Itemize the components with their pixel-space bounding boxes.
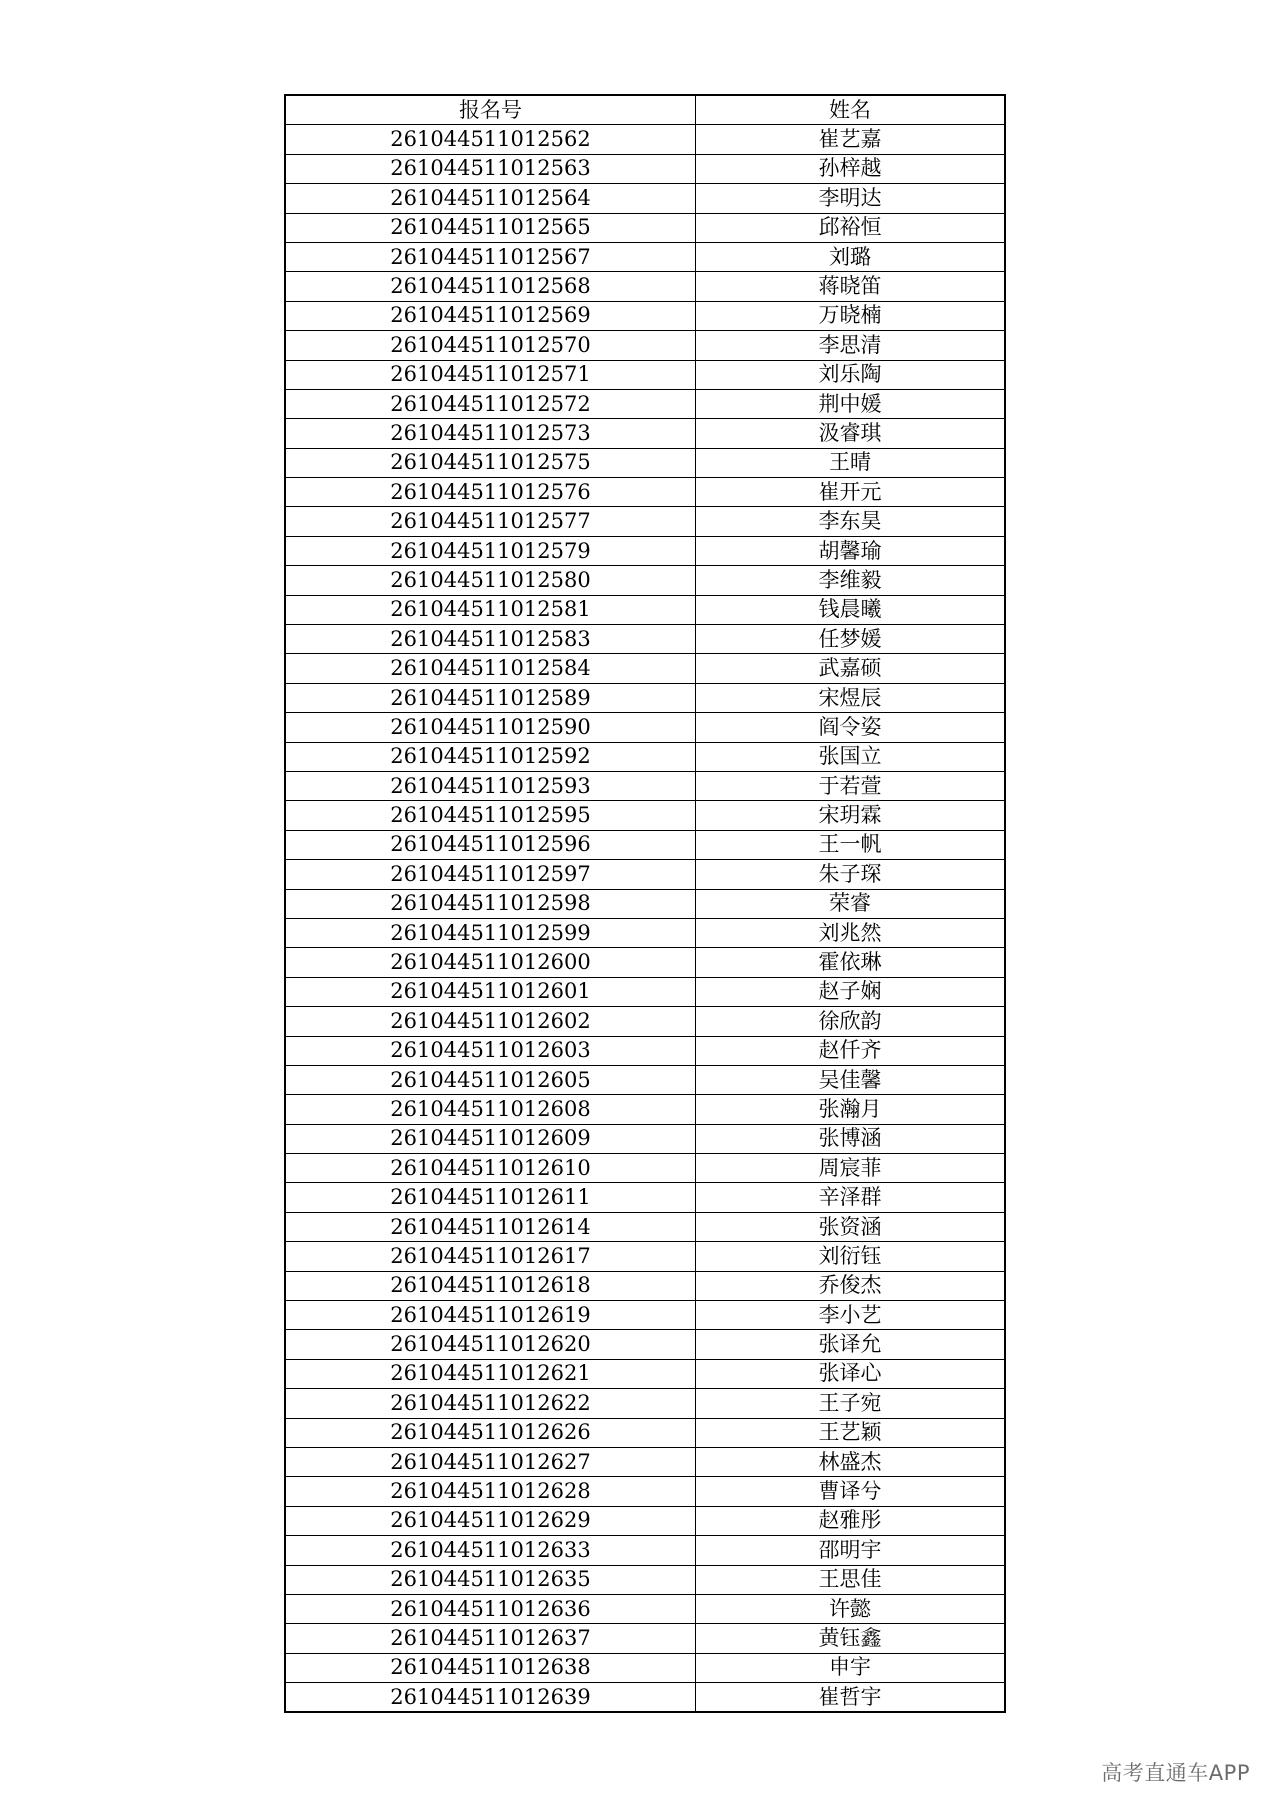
registration-number-cell: 261044511012635 (286, 1565, 696, 1594)
student-name-cell: 任梦媛 (696, 625, 1005, 654)
table-row (286, 389, 1005, 418)
registration-number-cell: 261044511012569 (286, 301, 696, 330)
registration-number-cell: 261044511012593 (286, 771, 696, 800)
registration-number-cell: 261044511012636 (286, 1594, 696, 1623)
table-row (286, 1212, 1005, 1241)
student-name-cell: 崔艺嘉 (696, 125, 1005, 154)
student-name-cell: 赵子娴 (696, 977, 1005, 1006)
table-row (286, 154, 1005, 183)
table-row (286, 1007, 1005, 1036)
table-row (286, 1477, 1005, 1506)
table-row (286, 918, 1005, 947)
student-name-cell: 蒋晓笛 (696, 272, 1005, 301)
student-name-cell: 阎令姿 (696, 713, 1005, 742)
registration-number-cell: 261044511012627 (286, 1447, 696, 1476)
registration-number-cell: 261044511012614 (286, 1212, 696, 1241)
registration-number-cell: 261044511012572 (286, 389, 696, 418)
student-name-cell: 宋煜辰 (696, 683, 1005, 712)
header-name: 姓名 (696, 96, 1005, 125)
table-row (286, 272, 1005, 301)
registration-number-cell: 261044511012575 (286, 448, 696, 477)
student-name-cell: 王晴 (696, 448, 1005, 477)
student-name-cell: 刘衍钰 (696, 1242, 1005, 1271)
registration-number-cell: 261044511012608 (286, 1095, 696, 1124)
table-row (286, 125, 1005, 154)
registration-number-cell: 261044511012622 (286, 1389, 696, 1418)
roster-table (285, 95, 1005, 1712)
table-row (286, 213, 1005, 242)
table-row (286, 1095, 1005, 1124)
table-row (286, 331, 1005, 360)
registration-number-cell: 261044511012567 (286, 242, 696, 271)
header-row (286, 96, 1005, 125)
registration-number-cell: 261044511012565 (286, 213, 696, 242)
registration-number-cell: 261044511012638 (286, 1653, 696, 1682)
student-name-cell: 王思佳 (696, 1565, 1005, 1594)
registration-number-cell: 261044511012595 (286, 801, 696, 830)
student-name-cell: 万晓楠 (696, 301, 1005, 330)
student-name-cell: 李明达 (696, 184, 1005, 213)
student-name-cell: 朱子琛 (696, 860, 1005, 889)
table-row (286, 1036, 1005, 1065)
registration-number-cell: 261044511012590 (286, 713, 696, 742)
student-name-cell: 汲睿琪 (696, 419, 1005, 448)
student-name-cell: 曹译兮 (696, 1477, 1005, 1506)
student-name-cell: 张瀚月 (696, 1095, 1005, 1124)
student-name-cell: 崔哲宇 (696, 1683, 1005, 1712)
table-row (286, 1506, 1005, 1535)
table-row (286, 1389, 1005, 1418)
table-row (286, 830, 1005, 859)
student-name-cell: 李思清 (696, 331, 1005, 360)
student-name-cell: 辛泽群 (696, 1183, 1005, 1212)
student-name-cell: 申宇 (696, 1653, 1005, 1682)
registration-number-cell: 261044511012581 (286, 595, 696, 624)
student-name-cell: 黄钰鑫 (696, 1624, 1005, 1653)
student-name-cell: 刘兆然 (696, 918, 1005, 947)
table-body (286, 125, 1005, 1712)
registration-number-cell: 261044511012580 (286, 566, 696, 595)
table-row (286, 595, 1005, 624)
student-name-cell: 宋玥霖 (696, 801, 1005, 830)
table-row (286, 478, 1005, 507)
student-name-cell: 武嘉硕 (696, 654, 1005, 683)
registration-number-cell: 261044511012563 (286, 154, 696, 183)
table-row (286, 1359, 1005, 1388)
registration-number-cell: 261044511012628 (286, 1477, 696, 1506)
student-name-cell: 霍依琳 (696, 948, 1005, 977)
registration-number-cell: 261044511012619 (286, 1301, 696, 1330)
table-row (286, 1418, 1005, 1447)
registration-number-cell: 261044511012620 (286, 1330, 696, 1359)
table-header (286, 96, 1005, 125)
table-row (286, 771, 1005, 800)
student-name-cell: 王艺颖 (696, 1418, 1005, 1447)
table-row (286, 536, 1005, 565)
student-name-cell: 张译允 (696, 1330, 1005, 1359)
student-name-cell: 周宸菲 (696, 1154, 1005, 1183)
table-row (286, 1653, 1005, 1682)
student-name-cell: 邵明宇 (696, 1536, 1005, 1565)
registration-number-cell: 261044511012626 (286, 1418, 696, 1447)
registration-number-cell: 261044511012579 (286, 536, 696, 565)
registration-number-cell: 261044511012602 (286, 1007, 696, 1036)
table-row (286, 1683, 1005, 1712)
student-name-cell: 吴佳馨 (696, 1065, 1005, 1094)
table-row (286, 1330, 1005, 1359)
registration-number-cell: 261044511012584 (286, 654, 696, 683)
registration-number-cell: 261044511012599 (286, 918, 696, 947)
registration-number-cell: 261044511012571 (286, 360, 696, 389)
table-row (286, 860, 1005, 889)
registration-number-cell: 261044511012600 (286, 948, 696, 977)
table-row (286, 1242, 1005, 1271)
registration-number-cell: 261044511012610 (286, 1154, 696, 1183)
registration-number-cell: 261044511012611 (286, 1183, 696, 1212)
registration-number-cell: 261044511012617 (286, 1242, 696, 1271)
registration-number-cell: 261044511012562 (286, 125, 696, 154)
registration-number-cell: 261044511012592 (286, 742, 696, 771)
header-registration-number: 报名号 (286, 96, 696, 125)
table-row (286, 1594, 1005, 1623)
table-row (286, 742, 1005, 771)
table-row (286, 1271, 1005, 1300)
registration-number-cell: 261044511012577 (286, 507, 696, 536)
student-name-cell: 荣睿 (696, 889, 1005, 918)
table-row (286, 1301, 1005, 1330)
registration-number-cell: 261044511012583 (286, 625, 696, 654)
student-name-cell: 张博涵 (696, 1124, 1005, 1153)
registration-number-cell: 261044511012601 (286, 977, 696, 1006)
table-row (286, 625, 1005, 654)
watermark: 高考直通车APP (1101, 1761, 1250, 1785)
table-row (286, 360, 1005, 389)
table-row (286, 242, 1005, 271)
student-name-cell: 孙梓越 (696, 154, 1005, 183)
table-row (286, 301, 1005, 330)
registration-number-cell: 261044511012605 (286, 1065, 696, 1094)
student-name-cell: 许懿 (696, 1594, 1005, 1623)
student-name-cell: 赵雅彤 (696, 1506, 1005, 1535)
table-row (286, 889, 1005, 918)
table-row (286, 977, 1005, 1006)
registration-number-cell: 261044511012637 (286, 1624, 696, 1653)
table-row (286, 654, 1005, 683)
registration-number-cell: 261044511012564 (286, 184, 696, 213)
table-row (286, 1065, 1005, 1094)
student-name-cell: 刘璐 (696, 242, 1005, 271)
table-row (286, 1183, 1005, 1212)
registration-number-cell: 261044511012597 (286, 860, 696, 889)
table-row (286, 419, 1005, 448)
table-row (286, 801, 1005, 830)
student-name-cell: 张国立 (696, 742, 1005, 771)
student-name-cell: 张译心 (696, 1359, 1005, 1388)
student-name-cell: 于若萱 (696, 771, 1005, 800)
registration-number-cell: 261044511012609 (286, 1124, 696, 1153)
table-row (286, 448, 1005, 477)
registration-number-cell: 261044511012629 (286, 1506, 696, 1535)
table-row (286, 566, 1005, 595)
registration-number-cell: 261044511012598 (286, 889, 696, 918)
table-row (286, 713, 1005, 742)
table-row (286, 507, 1005, 536)
registration-number-cell: 261044511012576 (286, 478, 696, 507)
student-name-cell: 徐欣韵 (696, 1007, 1005, 1036)
student-name-cell: 王子宛 (696, 1389, 1005, 1418)
registration-number-cell: 261044511012621 (286, 1359, 696, 1388)
student-name-cell: 赵仟齐 (696, 1036, 1005, 1065)
registration-number-cell: 261044511012596 (286, 830, 696, 859)
registration-number-cell: 261044511012568 (286, 272, 696, 301)
student-name-cell: 张资涵 (696, 1212, 1005, 1241)
table-row (286, 1536, 1005, 1565)
registration-number-cell: 261044511012570 (286, 331, 696, 360)
student-name-cell: 李东昊 (696, 507, 1005, 536)
student-name-cell: 荆中媛 (696, 389, 1005, 418)
student-name-cell: 崔开元 (696, 478, 1005, 507)
table-row (286, 683, 1005, 712)
student-name-cell: 刘乐陶 (696, 360, 1005, 389)
student-name-cell: 林盛杰 (696, 1447, 1005, 1476)
table-row (286, 1447, 1005, 1476)
student-name-cell: 钱晨曦 (696, 595, 1005, 624)
registration-number-cell: 261044511012603 (286, 1036, 696, 1065)
registration-number-cell: 261044511012589 (286, 683, 696, 712)
student-name-cell: 李维毅 (696, 566, 1005, 595)
registration-number-cell: 261044511012639 (286, 1683, 696, 1712)
student-name-cell: 王一帆 (696, 830, 1005, 859)
table-row (286, 1154, 1005, 1183)
registration-number-cell: 261044511012573 (286, 419, 696, 448)
student-name-cell: 李小艺 (696, 1301, 1005, 1330)
table-row (286, 1124, 1005, 1153)
table-row (286, 184, 1005, 213)
table-row (286, 1624, 1005, 1653)
table-row (286, 1565, 1005, 1594)
registration-number-cell: 261044511012618 (286, 1271, 696, 1300)
student-name-cell: 邱裕恒 (696, 213, 1005, 242)
registration-number-cell: 261044511012633 (286, 1536, 696, 1565)
student-name-cell: 乔俊杰 (696, 1271, 1005, 1300)
student-name-cell: 胡馨瑜 (696, 536, 1005, 565)
table-row (286, 948, 1005, 977)
